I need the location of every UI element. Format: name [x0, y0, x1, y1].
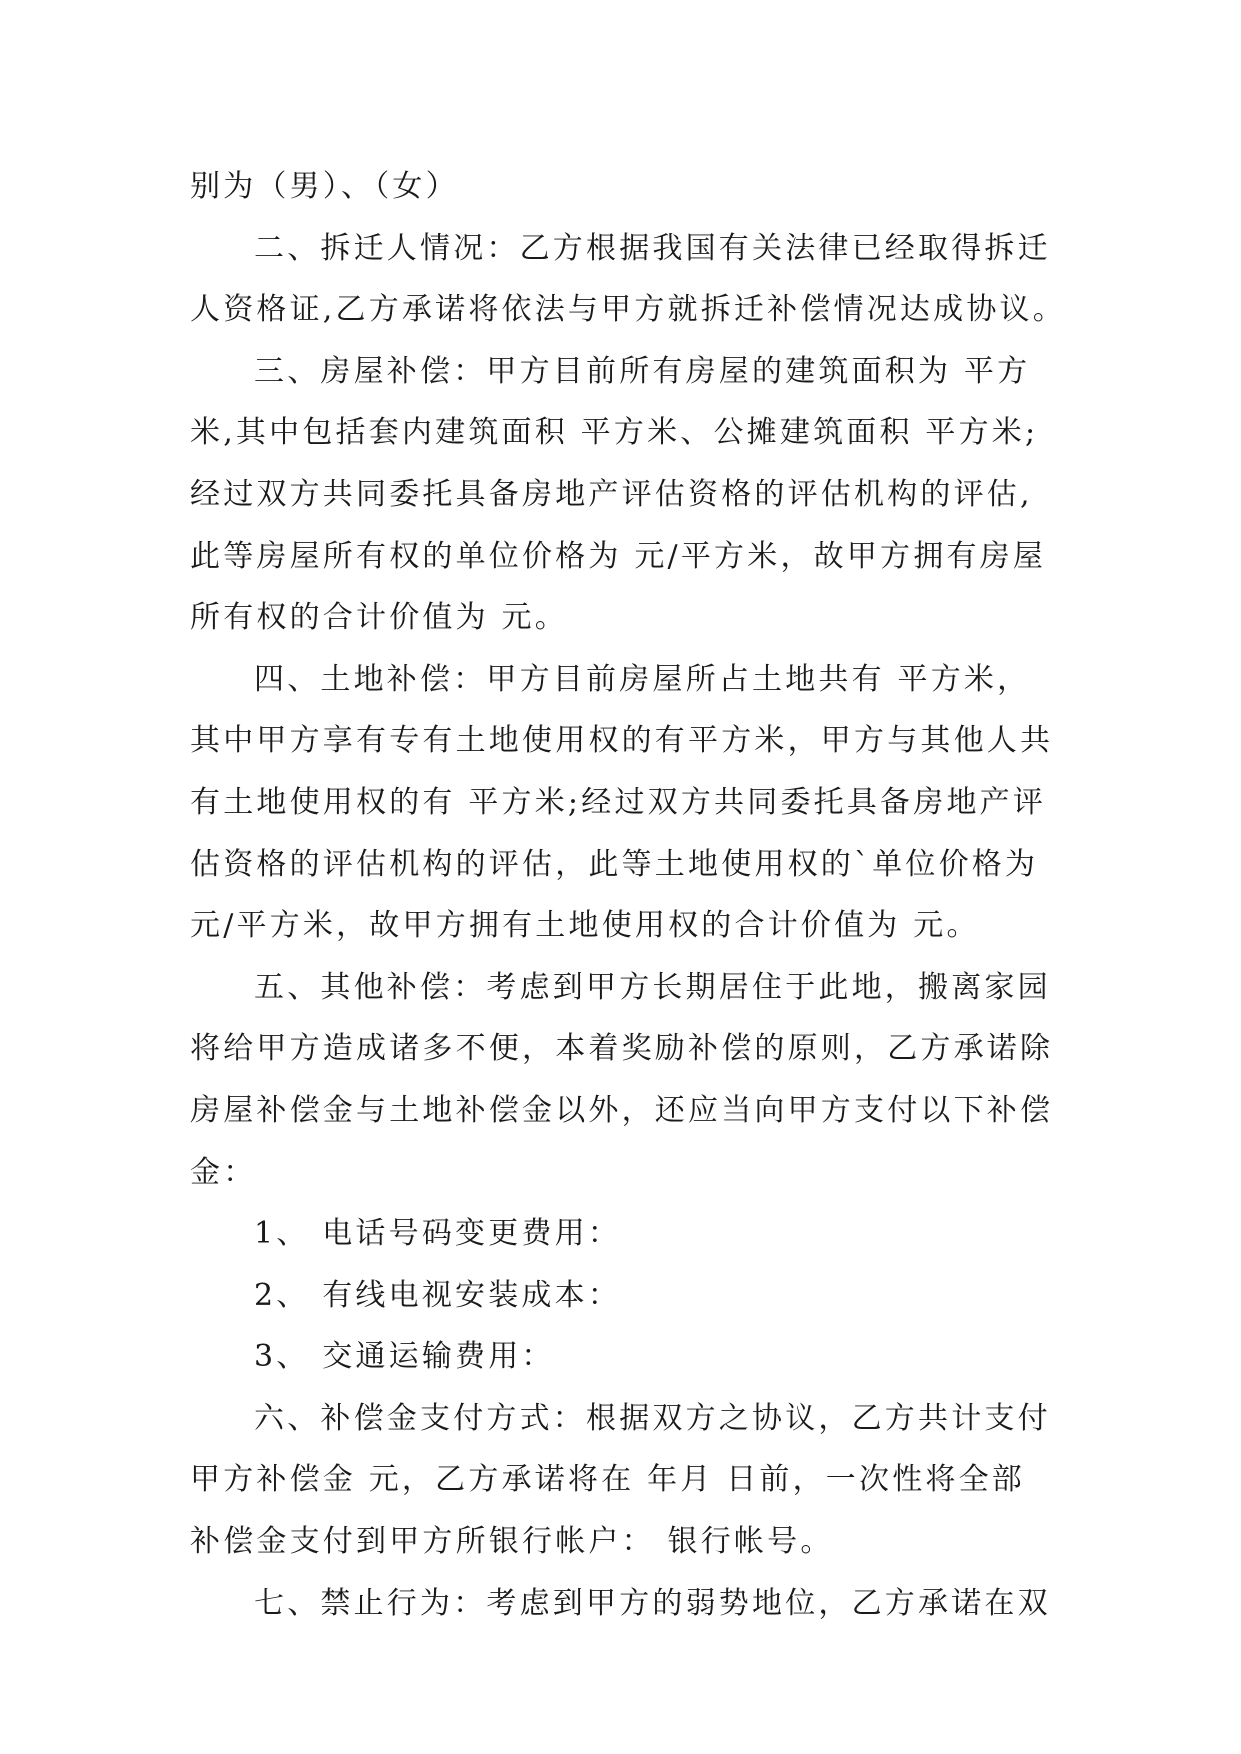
text-line: 将给甲方造成诸多不便，本着奖励补偿的原则，乙方承诺除: [190, 1031, 1054, 1067]
text-line: 米,其中包括套内建筑面积 平方米、公摊建筑面积 平方米;: [190, 415, 1039, 451]
list-item: 1、 电话号码变更费用：: [254, 1216, 622, 1252]
paragraph-4-heading: 四、土地补偿：甲方目前房屋所占土地共有 平方米，: [254, 661, 1031, 697]
text-line: 元/平方米，故甲方拥有土地使用权的合计价值为 元。: [190, 908, 980, 944]
text-line: 所有权的合计价值为 元。: [190, 600, 568, 636]
text-line: 人资格证,乙方承诺将依法与甲方就拆迁补偿情况达成协议。: [190, 292, 1066, 328]
document-page: [190, 156, 1080, 1634]
paragraph-2-heading: 二、拆迁人情况：乙方根据我国有关法律已经取得拆迁: [254, 230, 1051, 266]
list-item: 2、 有线电视安装成本：: [254, 1277, 622, 1313]
text-line: 其中甲方享有专有土地使用权的有平方米，甲方与其他人共: [190, 723, 1054, 759]
paragraph-6-heading: 六、补偿金支付方式：根据双方之协议，乙方共计支付: [254, 1400, 1051, 1436]
paragraph-3-heading: 三、房屋补偿：甲方目前所有房屋的建筑面积为 平方: [254, 353, 1031, 389]
paragraph-5-heading: 五、其他补偿：考虑到甲方长期居住于此地，搬离家园: [254, 969, 1051, 1005]
list-item: 3、 交通运输费用：: [254, 1339, 555, 1375]
text-line: 甲方补偿金 元，乙方承诺将在 年月 日前，一次性将全部: [190, 1462, 1026, 1498]
text-line: 经过双方共同委托具备房地产评估资格的评估机构的评估,: [190, 476, 1033, 512]
paragraph-7-heading: 七、禁止行为：考虑到甲方的弱势地位，乙方承诺在双: [254, 1585, 1051, 1621]
text-line: 有土地使用权的有 平方米;经过双方共同委托具备房地产评: [190, 784, 1047, 820]
text-line: 此等房屋所有权的单位价格为 元/平方米，故甲方拥有房屋: [190, 538, 1047, 574]
text-line: 房屋补偿金与土地补偿金以外，还应当向甲方支付以下补偿: [190, 1092, 1054, 1128]
text-line: 估资格的评估机构的评估，此等土地使用权的`单位价格为: [190, 846, 1039, 882]
text-line: 别为（男）、（女）: [190, 169, 459, 204]
text-line: 补偿金支付到甲方所银行帐户： 银行帐号。: [190, 1524, 834, 1560]
text-line: 金：: [190, 1154, 257, 1190]
